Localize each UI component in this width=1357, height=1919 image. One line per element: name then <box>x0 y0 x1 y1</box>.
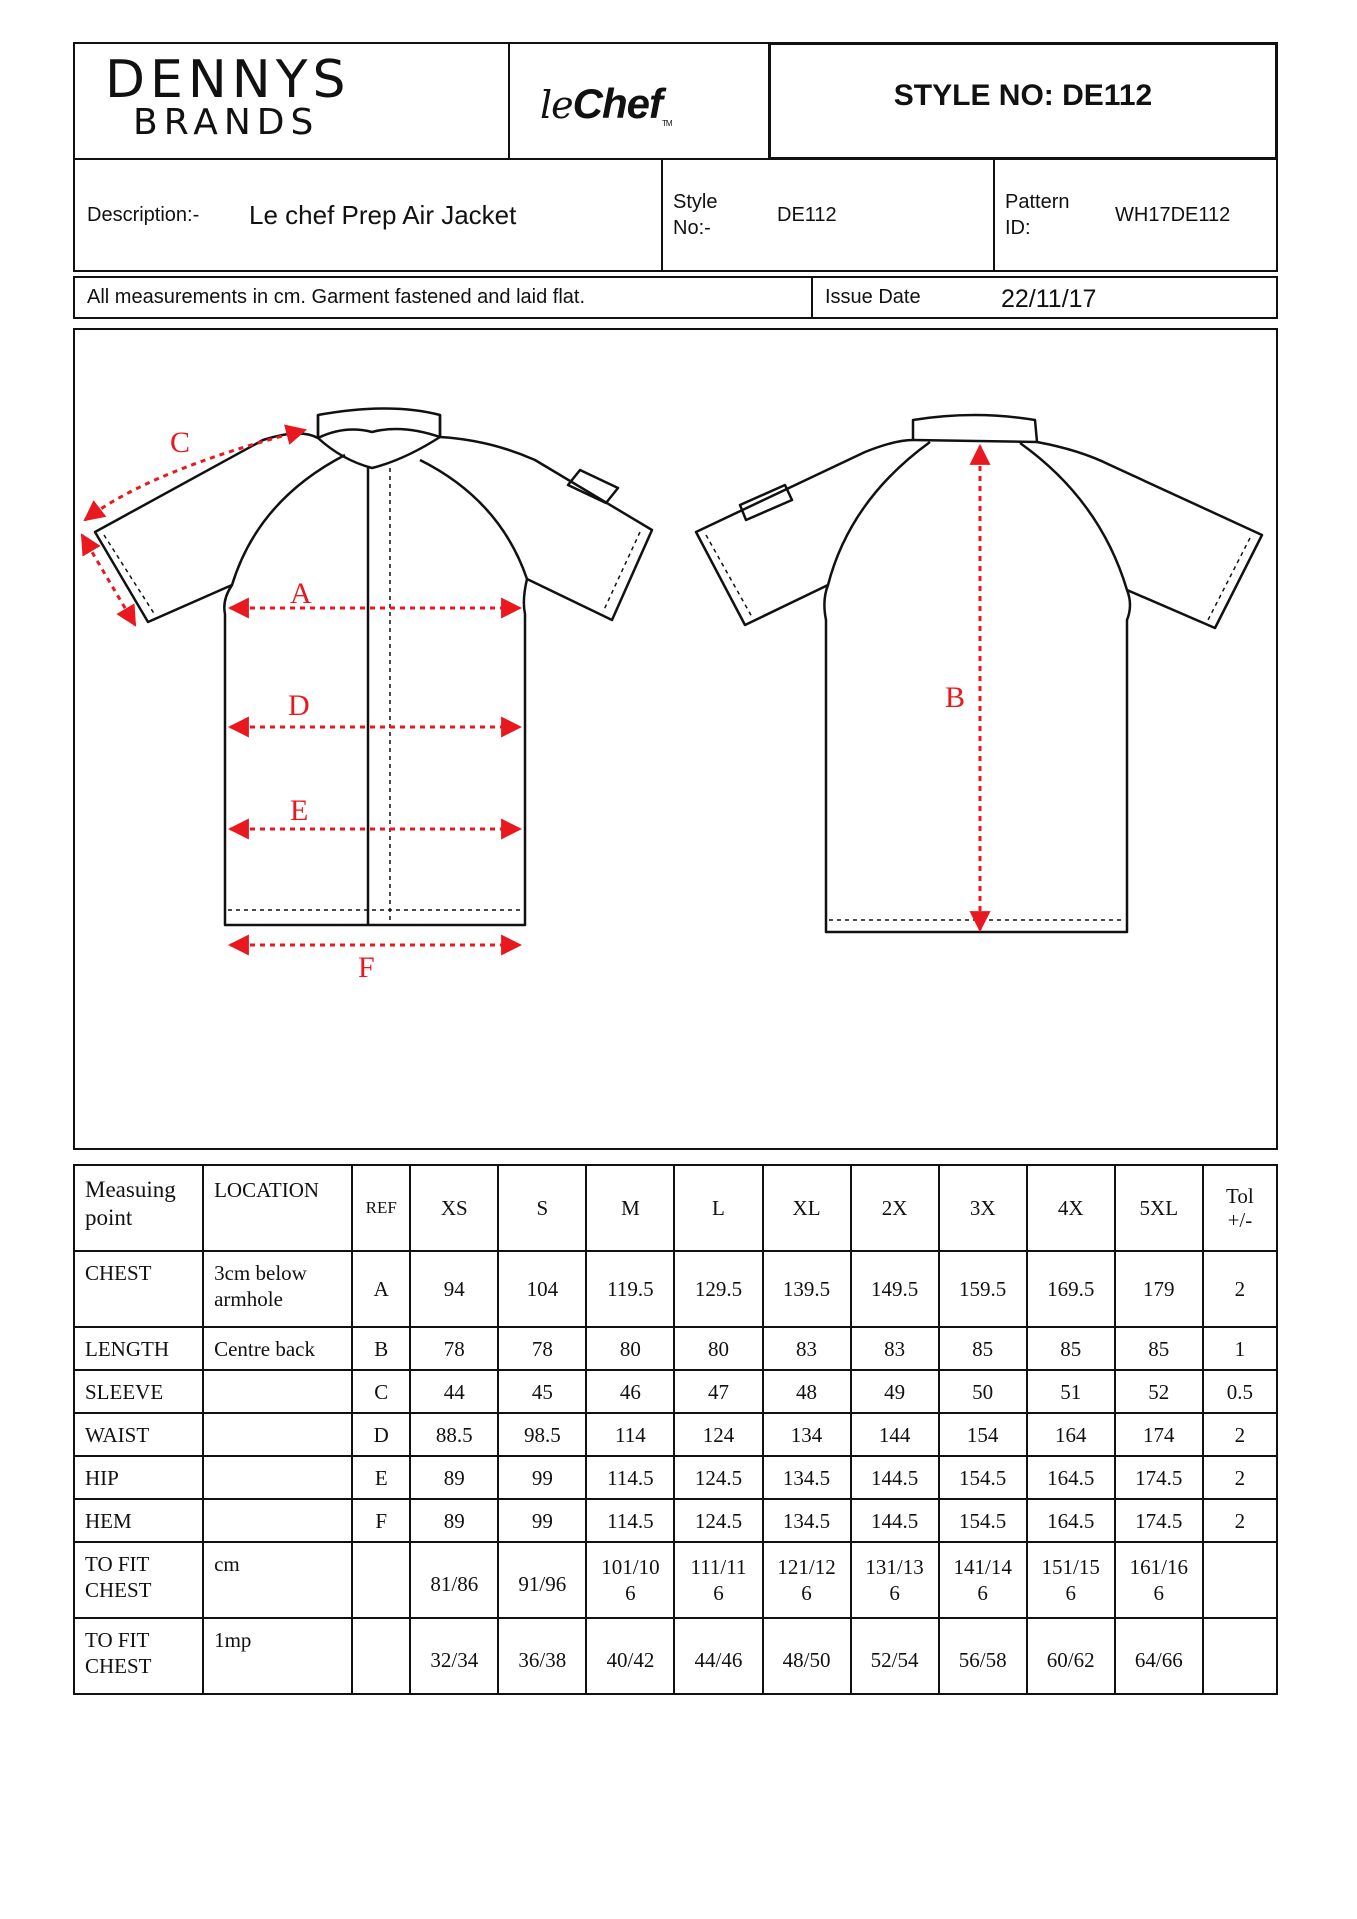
value-line1: 56/58 <box>958 1648 1007 1672</box>
row-value: 46 <box>586 1370 674 1413</box>
row-value: 99 <box>498 1456 586 1499</box>
value-line1: 40/42 <box>606 1648 655 1672</box>
row-value: 179 <box>1115 1251 1203 1327</box>
row-value: 80 <box>674 1327 762 1370</box>
row-value: 124.5 <box>674 1499 762 1542</box>
header-size: XS <box>410 1165 498 1251</box>
measurement-note: All measurements in cm. Garment fastened and laid flat. <box>87 286 586 308</box>
header-tol-line2: +/- <box>1227 1208 1253 1232</box>
row-point-line2: CHEST <box>85 1578 152 1602</box>
header-tol-line1: Tol <box>1226 1184 1254 1208</box>
value-line2: 6 <box>977 1581 988 1605</box>
sub-brand-logo-box <box>508 42 770 160</box>
row-ref <box>352 1618 410 1694</box>
row-point: SLEEVE <box>74 1370 203 1413</box>
row-value: 159.5 <box>939 1251 1027 1327</box>
value-line1: 101/10 <box>601 1555 660 1579</box>
header-size: XL <box>763 1165 851 1251</box>
style-value: DE112 <box>777 204 837 226</box>
row-value: 139.5 <box>763 1251 851 1327</box>
row-tolerance: 2 <box>1203 1456 1277 1499</box>
value-line1: 36/38 <box>518 1648 567 1672</box>
value-line2: 6 <box>713 1581 724 1605</box>
row-location: cm <box>203 1542 352 1618</box>
row-value <box>586 1542 674 1618</box>
row-value: 88.5 <box>410 1413 498 1456</box>
row-value: 78 <box>410 1327 498 1370</box>
description-label: Description:- <box>87 204 200 226</box>
row-value: 154.5 <box>939 1456 1027 1499</box>
label-f: F <box>358 951 375 984</box>
table-row <box>74 1413 1277 1456</box>
label-c: C <box>170 426 191 459</box>
row-ref: B <box>352 1327 410 1370</box>
header-size: S <box>498 1165 586 1251</box>
brand-logo-line2: BRANDS <box>133 102 320 143</box>
row-value: 169.5 <box>1027 1251 1115 1327</box>
row-location-line2: armhole <box>214 1287 283 1311</box>
row-value <box>410 1618 498 1694</box>
label-b: B <box>945 681 966 714</box>
value-line1: 91/96 <box>518 1572 567 1596</box>
table-row <box>74 1456 1277 1499</box>
row-ref: E <box>352 1456 410 1499</box>
row-value: 44 <box>410 1370 498 1413</box>
measurement-note-box <box>73 276 813 319</box>
style-label-line1: Style <box>673 191 718 213</box>
value-line1: 32/34 <box>430 1648 479 1672</box>
row-value <box>498 1618 586 1694</box>
row-value: 144.5 <box>851 1499 939 1542</box>
table-row-fit-cm <box>74 1542 1277 1618</box>
label-d: D <box>288 689 310 722</box>
label-a: A <box>290 577 312 610</box>
value-line2: 6 <box>1065 1581 1076 1605</box>
style-number-title: STYLE NO: DE112 <box>893 79 1153 112</box>
row-value: 50 <box>939 1370 1027 1413</box>
table-row <box>74 1327 1277 1370</box>
row-point-line1: TO FIT <box>85 1552 150 1576</box>
header-ref: REF <box>352 1165 410 1251</box>
row-tolerance: 1 <box>1203 1327 1277 1370</box>
row-value <box>498 1542 586 1618</box>
row-value: 114 <box>586 1413 674 1456</box>
value-line1: 151/15 <box>1041 1555 1100 1579</box>
table-row <box>74 1251 1277 1327</box>
value-line2: 6 <box>801 1581 812 1605</box>
row-value: 114.5 <box>586 1499 674 1542</box>
row-value: 49 <box>851 1370 939 1413</box>
value-line1: 44/46 <box>694 1648 743 1672</box>
table-row <box>74 1499 1277 1542</box>
row-value <box>410 1542 498 1618</box>
row-location <box>203 1413 352 1456</box>
value-line1: 121/12 <box>777 1555 836 1579</box>
header-point-line1: Measuing <box>85 1177 176 1202</box>
row-value <box>586 1618 674 1694</box>
row-value <box>939 1542 1027 1618</box>
header-size: 3X <box>939 1165 1027 1251</box>
row-ref: D <box>352 1413 410 1456</box>
brand-logo-box <box>73 42 510 160</box>
row-tolerance: 2 <box>1203 1499 1277 1542</box>
row-value: 154 <box>939 1413 1027 1456</box>
style-box <box>661 158 995 272</box>
row-value <box>1027 1618 1115 1694</box>
style-number-box <box>768 42 1278 160</box>
style-label-line2: No:- <box>673 217 711 239</box>
row-value: 104 <box>498 1251 586 1327</box>
row-point <box>74 1542 203 1618</box>
row-value: 85 <box>939 1327 1027 1370</box>
row-value: 83 <box>851 1327 939 1370</box>
row-value: 129.5 <box>674 1251 762 1327</box>
row-value: 134.5 <box>763 1456 851 1499</box>
row-value: 89 <box>410 1499 498 1542</box>
row-value: 89 <box>410 1456 498 1499</box>
header-measuring-point <box>74 1165 203 1251</box>
value-line1: 60/62 <box>1046 1648 1095 1672</box>
row-value <box>939 1618 1027 1694</box>
row-value: 154.5 <box>939 1499 1027 1542</box>
pattern-label-line2: ID: <box>1005 217 1031 239</box>
sub-brand-logo-prefix: le <box>540 83 573 127</box>
row-value: 94 <box>410 1251 498 1327</box>
header-size: 4X <box>1027 1165 1115 1251</box>
value-line1: 161/16 <box>1129 1555 1188 1579</box>
row-point-line1: TO FIT <box>85 1628 150 1652</box>
row-value <box>1115 1542 1203 1618</box>
row-ref: C <box>352 1370 410 1413</box>
row-value: 164.5 <box>1027 1456 1115 1499</box>
description-value: Le chef Prep Air Jacket <box>249 200 517 230</box>
value-line2: 6 <box>625 1581 636 1605</box>
row-value: 134 <box>763 1413 851 1456</box>
brand-logo-line1: DENNYS <box>105 50 351 110</box>
table-header-row <box>74 1165 1277 1251</box>
sub-brand-logo <box>540 80 672 128</box>
front-jacket <box>95 409 652 926</box>
header-size: 2X <box>851 1165 939 1251</box>
row-point: HIP <box>74 1456 203 1499</box>
value-line1: 81/86 <box>430 1572 479 1596</box>
row-point: CHEST <box>74 1251 203 1327</box>
row-point: WAIST <box>74 1413 203 1456</box>
row-value: 144 <box>851 1413 939 1456</box>
value-line1: 111/11 <box>690 1555 747 1579</box>
row-point-line2: CHEST <box>85 1654 152 1678</box>
header-size: 5XL <box>1115 1165 1203 1251</box>
row-point: LENGTH <box>74 1327 203 1370</box>
row-ref: F <box>352 1499 410 1542</box>
row-value: 85 <box>1027 1327 1115 1370</box>
pattern-box <box>993 158 1278 272</box>
row-value <box>674 1542 762 1618</box>
row-value <box>1115 1618 1203 1694</box>
pattern-label-line1: Pattern <box>1005 191 1070 213</box>
issue-date-value: 22/11/17 <box>1001 285 1097 313</box>
header-size: L <box>674 1165 762 1251</box>
row-value: 174.5 <box>1115 1499 1203 1542</box>
row-value: 164 <box>1027 1413 1115 1456</box>
row-value: 174 <box>1115 1413 1203 1456</box>
row-value: 48 <box>763 1370 851 1413</box>
trademark-mark: TM <box>662 119 672 128</box>
row-value: 52 <box>1115 1370 1203 1413</box>
issue-date-box <box>811 276 1278 319</box>
value-line2: 6 <box>889 1581 900 1605</box>
row-value: 99 <box>498 1499 586 1542</box>
row-value: 174.5 <box>1115 1456 1203 1499</box>
row-value: 124.5 <box>674 1456 762 1499</box>
back-jacket <box>696 415 1262 932</box>
header-size: M <box>586 1165 674 1251</box>
value-line1: 131/13 <box>865 1555 924 1579</box>
row-value <box>674 1618 762 1694</box>
row-value <box>763 1542 851 1618</box>
row-location: 1mp <box>203 1618 352 1694</box>
row-value: 119.5 <box>586 1251 674 1327</box>
row-value <box>851 1618 939 1694</box>
row-location <box>203 1370 352 1413</box>
value-line2: 6 <box>1153 1581 1165 1605</box>
size-spec-table <box>73 1164 1278 1695</box>
row-tolerance <box>1203 1542 1277 1618</box>
row-value: 144.5 <box>851 1456 939 1499</box>
value-line1: 48/50 <box>782 1648 831 1672</box>
row-value: 98.5 <box>498 1413 586 1456</box>
description-box <box>73 158 663 272</box>
row-value <box>851 1542 939 1618</box>
value-line1: 141/14 <box>953 1555 1012 1579</box>
row-value: 149.5 <box>851 1251 939 1327</box>
header-tolerance <box>1203 1165 1277 1251</box>
row-value: 51 <box>1027 1370 1115 1413</box>
row-value: 134.5 <box>763 1499 851 1542</box>
header-point-line2: point <box>85 1205 133 1230</box>
row-tolerance: 0.5 <box>1203 1370 1277 1413</box>
label-e: E <box>290 794 309 827</box>
row-value: 47 <box>674 1370 762 1413</box>
row-value: 80 <box>586 1327 674 1370</box>
row-ref: A <box>352 1251 410 1327</box>
row-value: 83 <box>763 1327 851 1370</box>
row-location: Centre back <box>203 1327 352 1370</box>
value-line1: 64/66 <box>1134 1648 1183 1672</box>
row-location <box>203 1251 352 1327</box>
table-row <box>74 1370 1277 1413</box>
pattern-value: WH17DE112 <box>1115 204 1231 226</box>
sub-brand-logo-main: Chef <box>572 80 662 127</box>
row-location <box>203 1499 352 1542</box>
row-value: 124 <box>674 1413 762 1456</box>
row-value: 164.5 <box>1027 1499 1115 1542</box>
row-location <box>203 1456 352 1499</box>
table-row-fit-inch <box>74 1618 1277 1694</box>
row-value: 78 <box>498 1327 586 1370</box>
row-tolerance <box>1203 1618 1277 1694</box>
header-location: LOCATION <box>203 1165 352 1251</box>
row-value: 114.5 <box>586 1456 674 1499</box>
row-point: HEM <box>74 1499 203 1542</box>
row-value <box>1027 1542 1115 1618</box>
row-ref <box>352 1542 410 1618</box>
row-location-line1: 3cm below <box>214 1261 307 1285</box>
row-value: 85 <box>1115 1327 1203 1370</box>
row-value <box>763 1618 851 1694</box>
garment-diagram <box>75 330 1275 1146</box>
row-tolerance: 2 <box>1203 1251 1277 1327</box>
row-tolerance: 2 <box>1203 1413 1277 1456</box>
issue-date-label: Issue Date <box>825 286 921 308</box>
row-point <box>74 1618 203 1694</box>
row-value: 45 <box>498 1370 586 1413</box>
value-line1: 52/54 <box>870 1648 919 1672</box>
